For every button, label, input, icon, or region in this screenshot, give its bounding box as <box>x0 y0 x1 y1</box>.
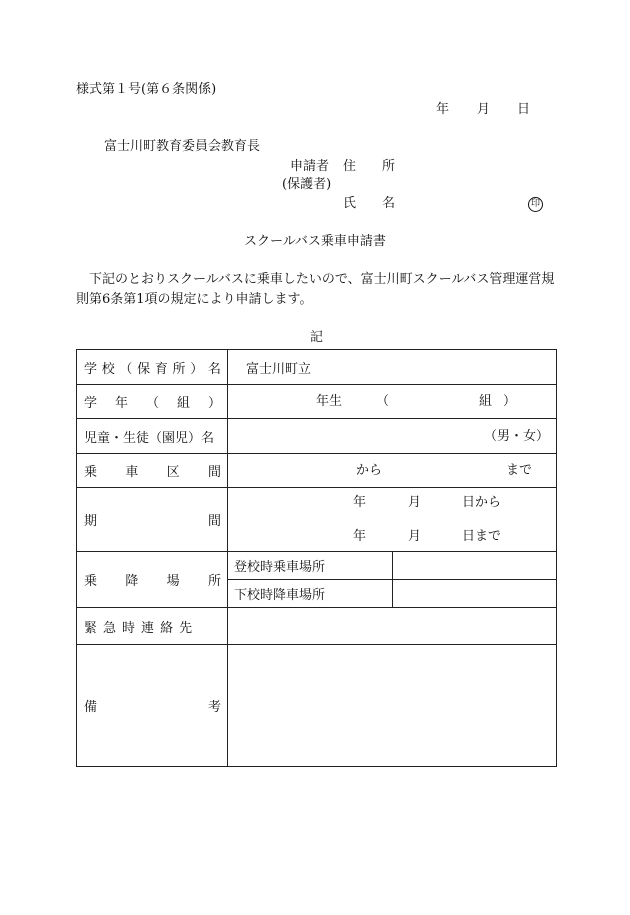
boarding-row <box>77 552 557 580</box>
period-end-month: 月 <box>408 529 422 544</box>
alighting-stop-label: 下校時降車場所 <box>228 580 393 608</box>
document-title: スクールバス乗車申請書 <box>244 234 386 249</box>
period-end-day: 日まで <box>462 529 502 544</box>
student-label: 児童・生徒（園児）名 <box>77 419 228 454</box>
school-value-field[interactable] <box>228 350 557 385</box>
form-number: 様式第１号(第６条関係) <box>76 82 217 97</box>
date-day-label: 日 <box>517 102 531 117</box>
application-table <box>76 349 557 767</box>
stops-label: 乗 降 場 所 <box>77 552 228 608</box>
ki-label: 記 <box>310 330 324 345</box>
section-row <box>77 454 557 488</box>
grade-value-field[interactable] <box>228 385 557 419</box>
period-start-year: 年 <box>353 495 367 510</box>
section-to: まで <box>506 463 533 478</box>
student-name-field[interactable] <box>228 419 557 454</box>
period-field[interactable] <box>228 488 557 552</box>
period-label: 期 間 <box>77 488 228 552</box>
period-row <box>77 488 557 552</box>
name-label-2: 名 <box>382 196 396 211</box>
emergency-label: 緊 急 時 連 絡 先 <box>77 608 228 645</box>
section-from: から <box>356 463 383 478</box>
date-month-label: 月 <box>477 102 491 117</box>
addressee: 富士川町教育委員会教育長 <box>104 139 261 154</box>
emergency-contact-field[interactable] <box>228 608 557 645</box>
alighting-stop-field[interactable] <box>392 580 557 608</box>
period-start-day: 日から <box>462 495 502 510</box>
period-end-year: 年 <box>353 529 367 544</box>
applicant-role: 申請者 <box>290 159 330 174</box>
address-label-1: 住 <box>343 159 357 174</box>
gender-option[interactable]: （男・女） <box>484 429 550 444</box>
section-label: 乗 車 区 間 <box>77 454 228 488</box>
remarks-label: 備 考 <box>77 645 228 767</box>
section-field[interactable] <box>228 454 557 488</box>
boarding-stop-label: 登校時乗車場所 <box>228 552 393 580</box>
emergency-row <box>77 608 557 645</box>
grade-row <box>77 385 557 419</box>
grade-open-paren: （ <box>376 394 390 409</box>
remarks-field[interactable] <box>228 645 557 767</box>
grade-close-paren: ） <box>503 394 517 409</box>
school-row <box>77 350 557 385</box>
remarks-row <box>77 645 557 767</box>
grade-year-suffix: 年生 <box>316 394 343 409</box>
boarding-stop-field[interactable] <box>392 552 557 580</box>
seal-icon: 印 <box>528 197 543 212</box>
grade-label: 学 年 （ 組 ） <box>77 385 228 419</box>
grade-class-suffix: 組 <box>479 394 493 409</box>
period-start-month: 月 <box>408 495 422 510</box>
school-prefix: 富士川町立 <box>246 361 312 377</box>
seal-mark <box>528 196 543 212</box>
name-label-1: 氏 <box>343 196 357 211</box>
school-label: 学 校 （ 保 育 所 ） 名 <box>77 350 228 385</box>
applicant-role-note: (保護者) <box>282 177 332 192</box>
body-text: 下記のとおりスクールバスに乗車したいので、富士川町スクールバス管理運営規則第6条第1項の規定により申請します。 <box>76 272 555 307</box>
student-row <box>77 419 557 454</box>
date-year-label: 年 <box>436 102 450 117</box>
address-label-2: 所 <box>382 159 396 174</box>
